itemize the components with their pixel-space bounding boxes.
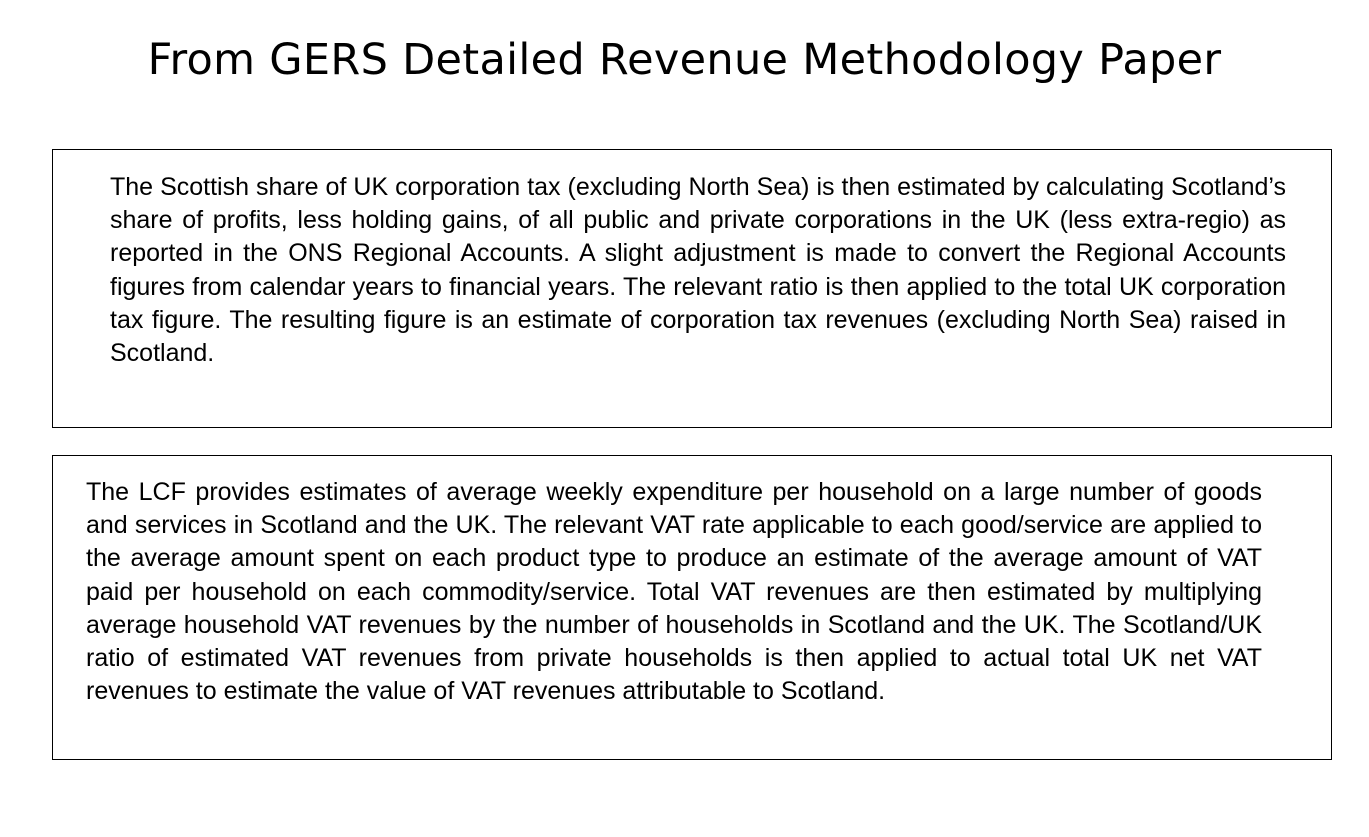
slide-title: From GERS Detailed Revenue Methodology Paper — [147, 35, 1222, 85]
corporation-tax-excerpt-box — [52, 149, 1332, 428]
vat-excerpt-box — [52, 455, 1332, 760]
corporation-tax-excerpt-text: The Scottish share of UK corporation tax (excluding North Sea) is then estimated by calculating Scotland’s share of profits, less holding gains, of all public and private corporations in the UK (less extra-regio) as reported in the ONS Regional Accounts. A slight adjustment is made to convert the Regional Accounts figures from calendar years to financial years. The relevant ratio is then applied to the total UK corporation tax figure. The resulting figure is an estimate of corporation tax revenues (excluding North Sea) raised in Scotland. — [110, 173, 1286, 368]
vat-excerpt-text: The LCF provides estimates of average weekly expenditure per household on a large number of goods and services in Scotland and the UK. The relevant VAT rate applicable to each good/service are applied to the average amount spent on each product type to produce an estimate of the average amount of VAT paid per household on each commodity/service. Total VAT revenues are then estimated by multiplying average household VAT revenues by the number of households in Scotland and the UK. The Scotland/UK ratio of estimated VAT revenues from private households is then applied to actual total UK net VAT revenues to estimate the value of VAT revenues attributable to Scotland. — [86, 478, 1262, 706]
